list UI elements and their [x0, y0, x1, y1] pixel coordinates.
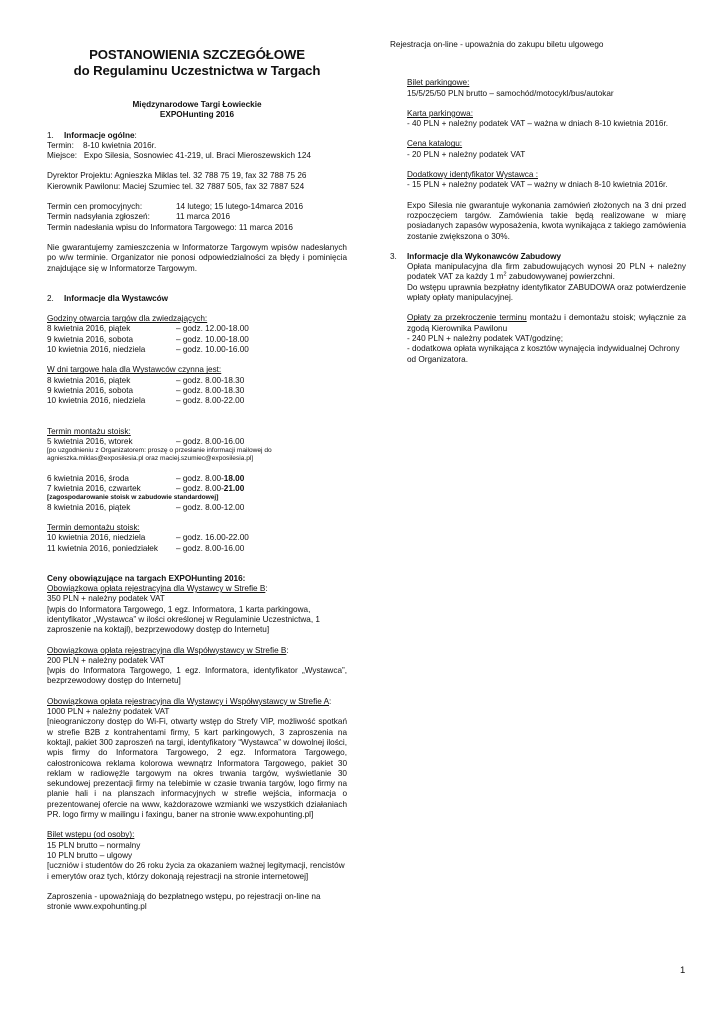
setup-hours: – godz. 8.00-12.00	[176, 502, 245, 512]
document-title-line1: POSTANOWIENIA SZCZEGÓŁOWE	[89, 47, 305, 62]
page-number: 1	[680, 965, 686, 976]
setup-day: 8 kwietnia 2016, piątek	[47, 502, 131, 512]
overtime-rest: montażu i demontażu stoisk; wyłącznie za zgodą Kierownika Pawilonu	[407, 313, 686, 333]
setup-row	[47, 484, 347, 494]
visiting-row	[47, 324, 347, 334]
setup-hours-end: 18.00	[223, 473, 245, 483]
invitations-note: Zaproszenia - upoważniają do bezpłatnego wstępu, po rejestracji on-line na stronie www.expohunting.pl	[47, 891, 321, 912]
parking-ticket-heading: Bilet parkingowe:	[407, 78, 470, 88]
hall-hours-heading: W dni targowe hala dla Wystawców czynna jest:	[47, 365, 222, 375]
visiting-row	[47, 345, 347, 355]
submit-label: Termin nadsyłania zgłoszeń:	[47, 212, 150, 222]
overtime-heading: Opłaty za przekroczenie terminu	[407, 313, 527, 323]
setup-hours-end: 21.00	[223, 484, 245, 494]
dismantle-day: 11 kwietnia 2016, poniedziałek	[47, 543, 158, 553]
visiting-hours: – godz. 10.00-18.00	[176, 334, 249, 344]
right-column	[390, 40, 686, 365]
section3-body	[390, 262, 686, 365]
visiting-day: 10 kwietnia 2016, niedziela	[47, 345, 146, 355]
section1-heading	[47, 131, 347, 141]
dismantle-hours: – godz. 8.00-16.00	[176, 543, 245, 553]
overtime-note	[407, 313, 686, 334]
hall-day: 8 kwietnia 2016, piątek	[47, 375, 131, 385]
hall-hours: – godz. 8.00-22.00	[176, 396, 245, 406]
dismantle-row	[47, 533, 347, 543]
zone-b-coexhibitor-title: Obowiązkowa opłata rejestracyjna dla Współwystawcy w Strefie B	[47, 645, 287, 655]
zone-a-price: 1000 PLN + należny podatek VAT	[47, 707, 170, 717]
visiting-hours: – godz. 10.00-16.00	[176, 345, 249, 355]
zone-b-coexhibitor-heading: Obowiązkowa opłata rejestracyjna dla Współwystawcy w Strefie B:	[47, 645, 289, 655]
section2-title: Informacje dla Wystawców	[64, 293, 169, 303]
section3-number: 3.	[390, 251, 397, 261]
term-value: 8-10 kwietnia 2016r.	[82, 140, 157, 150]
hall-row	[47, 396, 347, 406]
parking-card-value: - 40 PLN + należny podatek VAT – ważna w dniach 8-10 kwietnia 2016r.	[407, 119, 669, 129]
header-note: Rejestracja on-line - upoważnia do zakupu biletu ulgowego	[390, 40, 604, 49]
section1-colon: :	[134, 130, 137, 140]
late-orders-note: Expo Silesia nie gwarantuje wykonania zamówień złożonych na 3 dni przed rozpoczęciem targów. Zamówienia takie będą realizowane w miarę posiadanych zapasów wyposażenia, kwota wynikająca z takiego zamówienia zostanie zwiększona o 30%.	[407, 200, 686, 241]
fair-name: Międzynarodowe Targi Łowieckie	[132, 100, 262, 109]
right-prices-block	[390, 78, 686, 242]
catalog-value: - 20 PLN + należny podatek VAT	[407, 149, 526, 159]
extra-id-value: - 15 PLN + należny podatek VAT – ważny w dniach 8-10 kwietnia 2016r.	[407, 180, 668, 190]
term-line	[47, 141, 347, 151]
visiting-hours-heading: Godziny otwarcia targów dla zwiedzających:	[47, 314, 208, 324]
promo-label: Termin cen promocyjnych:	[47, 202, 143, 212]
catalog-heading: Cena katalogu:	[407, 139, 463, 149]
zone-a-desc: [nieograniczony dostęp do Wi-Fi, otwarty wstęp do Strefy VIP, możliwość spotkań w strefie B2B z kontrahentami firmy, 5 kart parkingowych, 3 zaproszenia na koktajl, pakiet 300 zaproszeń na targi, identyfikatory “Wystawca” w dowolnej ilości, wpis firmy do Informatora Targowego, 2 egz. Informatora Targowego, całostronicowa reklama kolorowa wewnątrz Informatora Targowego, pakiet 30 reklam w radiowęźle targowym na okres trwania targów, wyświetlanie 30 sekundowej prezentacji firmy na telebimie w czasie trwania targów, logo firmy na planie hali i na planszach informacyjnych w strefie wejścia, informacja o prezentowanej ofercie na www, każdorazowe wzmianki we wszystkich działaniach PR. logo firmy w mailingu i faxingu, baner na stronie www.expohunting.pl]	[47, 717, 347, 820]
section2-heading	[47, 294, 347, 304]
hall-hours: – godz. 8.00-18.30	[176, 375, 245, 385]
place-value: Expo Silesia, Sosnowiec 41-219, ul. Braci Mieroszewskich 124	[83, 151, 311, 161]
zone-b-exhibitor-heading: Obowiązkowa opłata rejestracyjna dla Wystawcy w Strefie B:	[47, 584, 268, 594]
project-director: Dyrektor Projektu: Agnieszka Miklas tel. 32 788 75 19, fax 32 788 75 26	[47, 171, 307, 181]
setup-hours: – godz. 8.00-16.00	[176, 436, 245, 446]
setup-day: 7 kwietnia 2016, czwartek	[47, 484, 141, 494]
hall-day: 9 kwietnia 2016, sobota	[47, 385, 134, 395]
setup-email-note: [po uzgodnieniu z Organizatorem: proszę o przesłanie informacji mailowej do agnieszka.miklas@exposilesia.pl oraz maciej.szumiec@exposilesia.pl]	[47, 447, 272, 463]
place-line	[47, 151, 347, 161]
ticket-desc: [uczniów i studentów do 26 roku życia za okazaniem ważnej legitymacji, rencistów i emerytów oraz tych, którzy dokonają rejestracji na stronie internetowej]	[47, 861, 345, 881]
extra-id-heading: Dodatkowy identyfikator Wystawca :	[407, 170, 538, 180]
section1-number: 1.	[47, 130, 54, 140]
setup-day: 6 kwietnia 2016, środa	[47, 473, 129, 483]
setup-row	[47, 437, 347, 447]
setup-hours	[176, 474, 347, 484]
square-meter-sup: 2	[503, 271, 507, 278]
handling-fee	[407, 262, 686, 283]
zone-b-exhibitor-title: Obowiązkowa opłata rejestracyjna dla Wystawcy w Strefie B	[47, 584, 266, 594]
zone-b-coexhibitor-price: 200 PLN + należny podatek VAT	[47, 655, 165, 665]
section1-title: Informacje ogólne	[64, 130, 135, 140]
section3-title: Informacje dla Wykonawców Zabudowy	[407, 251, 562, 261]
handling-fee-text-end: zabudowywanej powierzchni.	[506, 272, 615, 282]
standard-stand-note: [zagospodarowanie stoisk w zabudowie standardowej]	[47, 494, 219, 502]
setup-day: 5 kwietnia 2016, wtorek	[47, 436, 133, 446]
setup-hours	[176, 484, 347, 494]
section3-heading	[390, 252, 686, 262]
visiting-hours: – godz. 12.00-18.00	[176, 324, 249, 334]
left-column	[47, 42, 347, 912]
informator-deadline: Termin nadesłania wpisu do Informatora Targowego: 11 marca 2016	[47, 222, 293, 232]
submit-deadline	[47, 212, 347, 222]
parking-ticket-value: 15/5/25/50 PLN brutto – samochód/motocykl/bus/autokar	[407, 88, 614, 98]
overtime-extra: - dodatkowa opłata wynikająca z kosztów wynajęcia indywidualnej Ochrony od Organizatora.	[407, 344, 680, 364]
setup-row	[47, 474, 347, 484]
visiting-day: 8 kwietnia 2016, piątek	[47, 324, 131, 334]
setup-heading: Termin montażu stoisk:	[47, 426, 131, 436]
setup-row	[47, 503, 347, 513]
submit-value: 11 marca 2016	[176, 212, 231, 222]
zone-b-exhibitor-desc: [wpis do Informatora Targowego, 1 egz. Informatora, 1 karta parkingowa, identyfikator „Wystawca” w ilości określonej w Regulaminie Uczestnictwa, 1 zaproszenie na koktajl), bezprzewodowy dostęp do Internetu]	[47, 604, 320, 635]
fair-brand: EXPOHunting 2016	[159, 110, 235, 120]
section2-number: 2.	[47, 293, 54, 303]
ticket-reduced: 10 PLN brutto – ulgowy	[47, 850, 133, 860]
builder-entry-note: Do wstępu uprawnia bezpłatny identyfikator ZABUDOWA oraz potwierdzenie wpłaty opłaty manipulacyjnej.	[407, 282, 686, 303]
dismantle-hours: – godz. 16.00-22.00	[176, 533, 249, 543]
hall-hours: – godz. 8.00-18.30	[176, 385, 245, 395]
place-label: Miejsce:	[47, 151, 78, 161]
hall-row	[47, 386, 347, 396]
visiting-row	[47, 335, 347, 345]
document-title-line2: do Regulaminu Uczestnictwa w Targach	[73, 62, 321, 78]
ticket-heading: Bilet wstępu (od osoby):	[47, 830, 135, 840]
zone-a-heading: Obowiązkowa opłata rejestracyjna dla Wystawcy i Współwystawcy w Strefie A:	[47, 696, 332, 706]
dismantle-day: 10 kwietnia 2016, niedziela	[47, 533, 146, 543]
dismantle-heading: Termin demontażu stoisk:	[47, 522, 140, 532]
zone-a-title: Obowiązkowa opłata rejestracyjna dla Wystawcy i Współwystawcy w Strefie A	[47, 696, 330, 706]
overtime-fee: - 240 PLN + należny podatek VAT/godzinę;	[407, 333, 564, 343]
zone-b-exhibitor-price: 350 PLN + należny podatek VAT	[47, 594, 165, 604]
setup-hours-start: – godz. 8.00-	[176, 484, 224, 494]
handling-fee-text: Opłata manipulacyjna dla firm zabudowujących wynosi 20 PLN + należny podatek VAT za każdy 1 m	[407, 262, 686, 282]
visiting-day: 9 kwietnia 2016, sobota	[47, 334, 134, 344]
dismantle-row	[47, 544, 347, 554]
zone-b-coexhibitor-desc: [wpis do Informatora Targowego, 1 egz. Informatora, identyfikator „Wystawca”, bezprzewodowy dostęp do Internetu]	[47, 666, 347, 686]
pavilion-manager: Kierownik Pawilonu: Maciej Szumiec tel. 32 7887 505, fax 32 7887 524	[47, 181, 305, 191]
term-label: Termin:	[47, 140, 74, 150]
ticket-normal: 15 PLN brutto – normalny	[47, 840, 141, 850]
setup-hours-start: – godz. 8.00-	[176, 473, 224, 483]
parking-card-heading: Karta parkingowa:	[407, 108, 473, 118]
promo-value: 14 lutego; 15 lutego-14marca 2016	[176, 202, 303, 212]
prices-heading: Ceny obowiązujące na targach EXPOHunting 2016:	[47, 573, 246, 583]
hall-day: 10 kwietnia 2016, niedziela	[47, 396, 146, 406]
informator-disclaimer: Nie gwarantujemy zamieszczenia w Informatorze Targowym wpisów nadesłanych po w/w terminie. Organizator nie ponosi odpowiedzialności za błędy i pominięcia znajdujące się w Informatorze Targowym.	[47, 242, 347, 273]
hall-row	[47, 376, 347, 386]
promo-deadline	[47, 202, 347, 212]
